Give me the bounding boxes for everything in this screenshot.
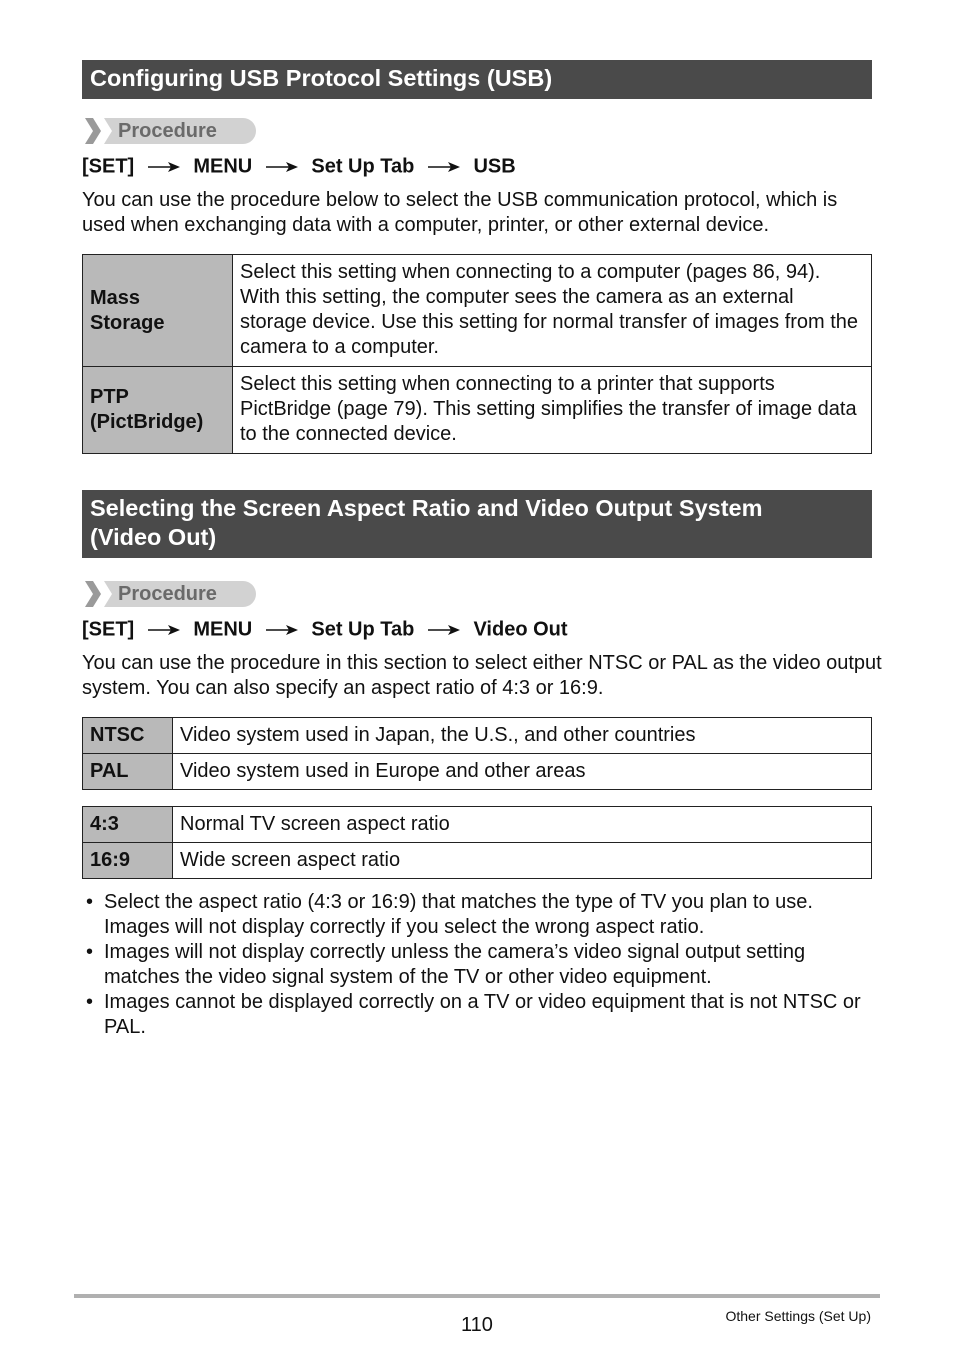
intro-paragraph: You can use the procedure in this section to select either NTSC or PAL as the video output system. You can also specify an aspect ratio of 4:3 or 16:9. — [82, 652, 882, 699]
table-row — [83, 807, 872, 843]
bullet-icon: • — [86, 991, 94, 1013]
option-key: 16:9 — [83, 843, 173, 879]
bullet-icon: • — [86, 941, 94, 963]
video-system-table — [82, 717, 872, 790]
option-description: Video system used in Japan, the U.S., and other countries — [173, 718, 872, 754]
menu-path — [82, 617, 568, 642]
note-text: Select the aspect ratio (4:3 or 16:9) that matches the type of TV you plan to use. Images will not display correctly if you select the wrong aspect ratio. — [104, 891, 813, 938]
section-heading-usb — [82, 60, 872, 99]
section-heading-video-out — [82, 490, 872, 558]
arrow-right-icon — [266, 624, 298, 636]
list-item — [82, 890, 882, 940]
option-key: Mass Storage — [83, 255, 233, 367]
path-step: MENU — [193, 618, 253, 641]
option-key: PTP (PictBridge) — [83, 367, 233, 454]
path-step: Set Up Tab — [311, 618, 415, 641]
table-row — [83, 718, 872, 754]
path-step: Video Out — [473, 618, 568, 641]
running-footer: Other Settings (Set Up) — [725, 1308, 871, 1324]
page-number: 110 — [461, 1314, 493, 1336]
usb-options-table — [82, 254, 872, 454]
bullet-icon: • — [86, 891, 94, 913]
option-description: Select this setting when connecting to a computer (pages 86, 94). With this setting, the computer sees the camera as an external storage device. Use this setting for normal transfer of images from the camera to a computer. — [233, 255, 872, 367]
option-description: Select this setting when connecting to a printer that supports PictBridge (page 79). This setting simplifies the transfer of image data to the connected device. — [233, 367, 872, 454]
arrow-right-icon — [428, 161, 460, 173]
option-key: NTSC — [83, 718, 173, 754]
arrow-right-icon — [148, 624, 180, 636]
option-key: PAL — [83, 754, 173, 790]
arrow-right-icon — [266, 161, 298, 173]
menu-path — [82, 154, 516, 179]
list-item — [82, 990, 882, 1040]
procedure-label: Procedure — [118, 120, 217, 142]
aspect-ratio-table — [82, 806, 872, 879]
path-step: Set Up Tab — [311, 155, 415, 178]
option-description: Wide screen aspect ratio — [173, 843, 872, 879]
procedure-label: Procedure — [118, 583, 217, 605]
table-row — [83, 367, 872, 454]
path-step: [SET] — [82, 618, 135, 641]
table-row — [83, 754, 872, 790]
footer-divider — [74, 1294, 880, 1298]
notes-list — [82, 890, 882, 1040]
option-key: 4:3 — [83, 807, 173, 843]
table-row — [83, 255, 872, 367]
option-description: Normal TV screen aspect ratio — [173, 807, 872, 843]
list-item — [82, 940, 882, 990]
procedure-badge — [82, 118, 256, 144]
arrow-right-icon — [428, 624, 460, 636]
procedure-chevron-icon — [82, 581, 112, 607]
section-title-line1: Selecting the Screen Aspect Ratio and Video Output System — [90, 495, 763, 521]
path-step: USB — [473, 155, 516, 178]
note-text: Images will not display correctly unless the camera’s video signal output setting matches the video signal system of the TV or other video equipment. — [104, 941, 806, 988]
table-row — [83, 843, 872, 879]
arrow-right-icon — [148, 161, 180, 173]
section-title: Configuring USB Protocol Settings (USB) — [90, 65, 553, 91]
intro-paragraph: You can use the procedure below to select the USB communication protocol, which is used when exchanging data with a computer, printer, or other external device. — [82, 189, 838, 236]
procedure-chevron-icon — [82, 118, 112, 144]
procedure-badge — [82, 581, 256, 607]
option-description: Video system used in Europe and other areas — [173, 754, 872, 790]
section-title-line2: (Video Out) — [90, 524, 217, 550]
path-step: [SET] — [82, 155, 135, 178]
path-step: MENU — [193, 155, 253, 178]
note-text: Images cannot be displayed correctly on a TV or video equipment that is not NTSC or PAL. — [104, 991, 861, 1038]
